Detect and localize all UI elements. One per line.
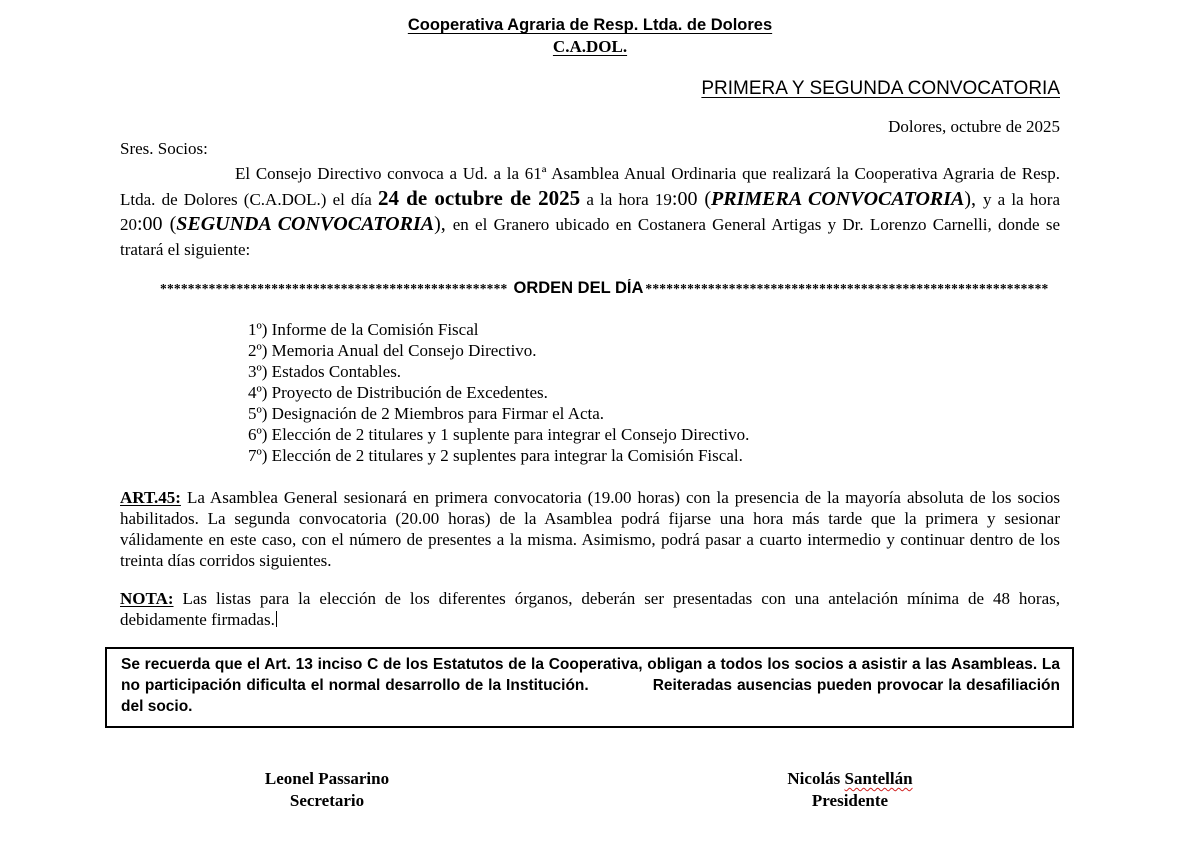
nota-label: NOTA: bbox=[120, 589, 174, 608]
intro-run-7: ), bbox=[434, 213, 453, 235]
art45-text: La Asamblea General sesionará en primera convocatoria (19.00 horas) con la presencia de la mayoría absoluta de los socios habilitados. La segunda convocatoria (20.00 horas) de la Asamblea podrá fijarse una hora más tarde que la primera y sesionar válidamente en este caso, con el número de presentes a la misma. Asimismo, podrá pasar a cuarto intermedio y continuar dentro de los treinta días corridos siguientes. bbox=[120, 488, 1060, 570]
intro-date: 24 de octubre de 2025 bbox=[378, 186, 581, 210]
stars-left: ************************************************** bbox=[160, 281, 508, 296]
salutation: Sres. Socios: bbox=[120, 139, 208, 158]
orden-del-dia-label: ORDEN DEL DÍA bbox=[513, 279, 644, 297]
intro-paragraph bbox=[120, 161, 1060, 262]
intro-run-3: :00 ( bbox=[671, 188, 712, 210]
signature-row bbox=[120, 768, 1060, 858]
doc-subtitle-text: C.A.DOL. bbox=[552, 37, 628, 56]
art45-paragraph bbox=[120, 487, 1060, 571]
convocatoria-text: PRIMERA Y SEGUNDA CONVOCATORIA bbox=[701, 78, 1060, 99]
convocatoria-heading bbox=[120, 78, 1060, 100]
segunda-convocatoria-text: SEGUNDA CONVOCATORIA bbox=[176, 213, 435, 235]
primera-convocatoria-text: PRIMERA CONVOCATORIA bbox=[711, 188, 965, 210]
secretario-name: Leonel Passarino bbox=[264, 769, 390, 788]
agenda-item-1: 1º) Informe de la Comisión Fiscal bbox=[248, 320, 479, 339]
doc-subtitle bbox=[120, 36, 1060, 57]
agenda-item-5: 5º) Designación de 2 Miembros para Firmar el Acta. bbox=[248, 404, 605, 423]
reminder-part-1: Se recuerda que el Art. 13 inciso C de los Estatutos de la Cooperativa, obligan a todos los socios a asistir a las Asambleas. La no participación dificulta el normal desarrollo de la Institución. bbox=[121, 656, 1060, 694]
reminder-box bbox=[105, 647, 1074, 728]
presidente-last-name-spellcheck: Santellán bbox=[844, 769, 913, 788]
agenda-item-2: 2º) Memoria Anual del Consejo Directivo. bbox=[248, 341, 537, 360]
agenda-list bbox=[248, 319, 1060, 466]
stars-right: ********************************************************** bbox=[645, 281, 1049, 296]
presidente-first-name: Nicolás bbox=[787, 769, 845, 788]
art45-label: ART.45: bbox=[120, 488, 181, 507]
agenda-item-3: 3º) Estados Contables. bbox=[248, 362, 402, 381]
nota-text: Las listas para la elección de los diferentes órganos, deberán ser presentadas con una antelación mínima de 48 horas, debidamente firmadas. bbox=[120, 589, 1060, 629]
agenda-item-7: 7º) Elección de 2 titulares y 2 suplentes para integrar la Comisión Fiscal. bbox=[248, 446, 743, 465]
doc-title-text: Cooperativa Agraria de Resp. Ltda. de Dolores bbox=[407, 16, 773, 34]
agenda-item-6: 6º) Elección de 2 titulares y 1 suplente para integrar el Consejo Directivo. bbox=[248, 425, 750, 444]
dateline: Dolores, octubre de 2025 bbox=[888, 117, 1060, 136]
presidente-role: Presidente bbox=[811, 791, 889, 810]
presidente-name bbox=[730, 768, 970, 790]
signature-secretario bbox=[207, 768, 447, 812]
reminder-part-2: Reiteradas ausencias pueden provocar la desafiliación del socio. bbox=[121, 677, 1060, 715]
doc-title bbox=[120, 14, 1060, 36]
nota-paragraph bbox=[120, 588, 1060, 630]
intro-run-1: El Consejo Directivo convoca a Ud. a la 61ª Asamblea Anual Ordinaria que realizará la Cooperativa Agraria de Resp. Ltda. de Dolores (C.A.DOL.) el día bbox=[120, 164, 1060, 209]
agenda-item-4: 4º) Proyecto de Distribución de Excedentes. bbox=[248, 383, 548, 402]
intro-run-4: ), bbox=[964, 188, 983, 210]
text-cursor bbox=[276, 611, 278, 627]
signature-presidente bbox=[730, 768, 970, 812]
orden-del-dia-divider bbox=[160, 279, 1060, 298]
secretario-role: Secretario bbox=[289, 791, 365, 810]
intro-run-6: :00 ( bbox=[137, 213, 177, 235]
intro-run-5: y a la hora 20 bbox=[120, 190, 1061, 234]
intro-run-2: a la hora 19 bbox=[580, 190, 672, 209]
intro-run-8: en el Granero ubicado en Costanera General Artigas y Dr. Lorenzo Carnelli, donde se tratará el siguiente: bbox=[120, 215, 1060, 259]
